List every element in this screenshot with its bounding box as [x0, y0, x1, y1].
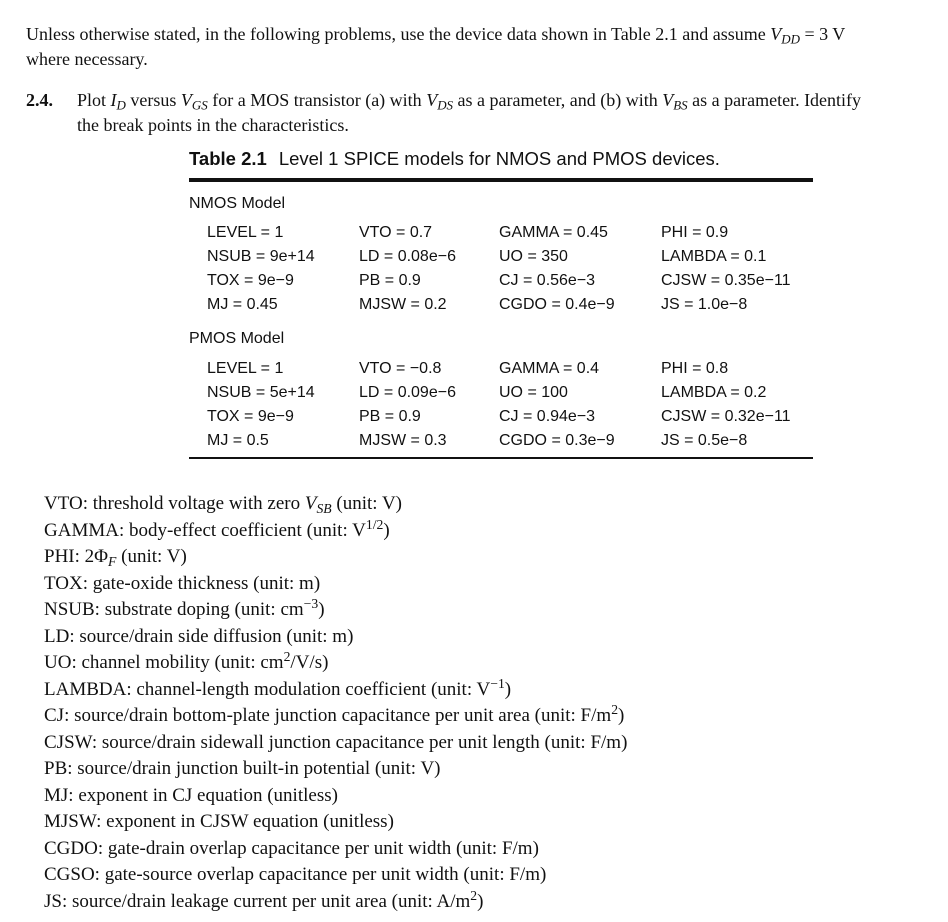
nmos-rows: [189, 221, 813, 317]
nmos-title: NMOS Model: [189, 195, 286, 212]
table-bottom-rule: [189, 457, 813, 459]
problem-line-2: the break points in the characteristics.: [77, 115, 349, 135]
table-caption-text: Level 1 SPICE models for NMOS and PMOS devices.: [278, 148, 720, 169]
problem-line-1: Plot $I_D$ versus $V_{GS}$ for a MOS transistor (a) with $V_{DS}$ as a parameter, and (b) with $V_{BS}$ as a parameter. Identify: [77, 90, 862, 113]
problem-number: 2.4.: [26, 90, 53, 110]
vdd-symbol: V: [770, 24, 782, 44]
problem-text: [77, 88, 936, 138]
definition-ld: LD: source/drain side diffusion (unit: m): [44, 625, 354, 647]
definition-nsub: NSUB: substrate doping (unit: $cm^{-3}$): [44, 596, 325, 620]
definition-pb: PB: source/drain junction built-in potential (unit: V): [44, 758, 441, 779]
definition-phi: PHI: $2\Phi_F$ (unit: V): [44, 546, 187, 569]
definition-cjsw: CJSW: source/drain sidewall junction capacitance per unit length (unit: F/m): [44, 731, 628, 753]
definition-cgso: CGSO: gate-source overlap capacitance per unit width (unit: F/m): [44, 864, 547, 885]
definition-mjsw: MJSW: exponent in CJSW equation (unitless): [44, 811, 394, 832]
table-row: MJ = 0.45 MJSW = 0.2 CGDO = 0.4e−9 JS = 1.0e−8: [207, 296, 748, 313]
table-row: LEVEL = 1 VTO = −0.8 GAMMA = 0.4 PHI = 0.8: [207, 360, 729, 377]
definition-gamma: GAMMA: body-effect coefficient (unit: $V^{1/2}$): [44, 516, 390, 541]
table-row: MJ = 0.5 MJSW = 0.3 CGDO = 0.3e−9 JS = 0.5e−8: [207, 432, 748, 449]
parameter-definitions: [44, 491, 924, 915]
definition-js: JS: source/drain leakage current per unit area (unit: $A/m^2$): [44, 887, 484, 912]
pmos-rows: [189, 357, 813, 453]
pmos-title: PMOS Model: [189, 330, 285, 347]
spice-model-table: [189, 146, 813, 459]
definition-tox: TOX: gate-oxide thickness (unit: m): [44, 572, 321, 594]
definition-cgdo: CGDO: gate-drain overlap capacitance per unit width (unit: F/m): [44, 837, 539, 859]
definition-mj: MJ: exponent in CJ equation (unitless): [44, 784, 338, 806]
intro-paragraph: [26, 22, 936, 72]
table-row: NSUB = 9e+14 LD = 0.08e−6 UO = 350 LAMBDA = 0.1: [207, 248, 767, 265]
definition-lambda: LAMBDA: channel-length modulation coefficient (unit: $V^{-1}$): [44, 675, 512, 700]
definition-uo: UO: channel mobility (unit: $cm^2/V/s$): [44, 649, 329, 673]
problem-2-4: [26, 88, 936, 138]
table-row: LEVEL = 1 VTO = 0.7 GAMMA = 0.45 PHI = 0.9: [207, 224, 729, 241]
table-row: TOX = 9e−9 PB = 0.9 CJ = 0.56e−3 CJSW = 0.35e−11: [207, 272, 791, 289]
intro-line-1: Unless otherwise stated, in the following problems, use the device data shown in Table 2.1 and assume $V_{DD} = 3$ V: [26, 24, 846, 47]
intro-line-2: where necessary.: [26, 49, 148, 69]
table-row: NSUB = 5e+14 LD = 0.09e−6 UO = 100 LAMBDA = 0.2: [207, 384, 767, 401]
table-label: Table 2.1: [189, 148, 267, 169]
table-row: TOX = 9e−9 PB = 0.9 CJ = 0.94e−3 CJSW = 0.32e−11: [207, 408, 791, 425]
table-caption: [189, 146, 813, 176]
definition-vto: VTO: threshold voltage with zero $V_{SB}$ (unit: V): [44, 493, 403, 516]
definition-cj: CJ: source/drain bottom-plate junction capacitance per unit area (unit: $F/m^2$): [44, 702, 625, 726]
table-top-rule: [189, 178, 813, 182]
